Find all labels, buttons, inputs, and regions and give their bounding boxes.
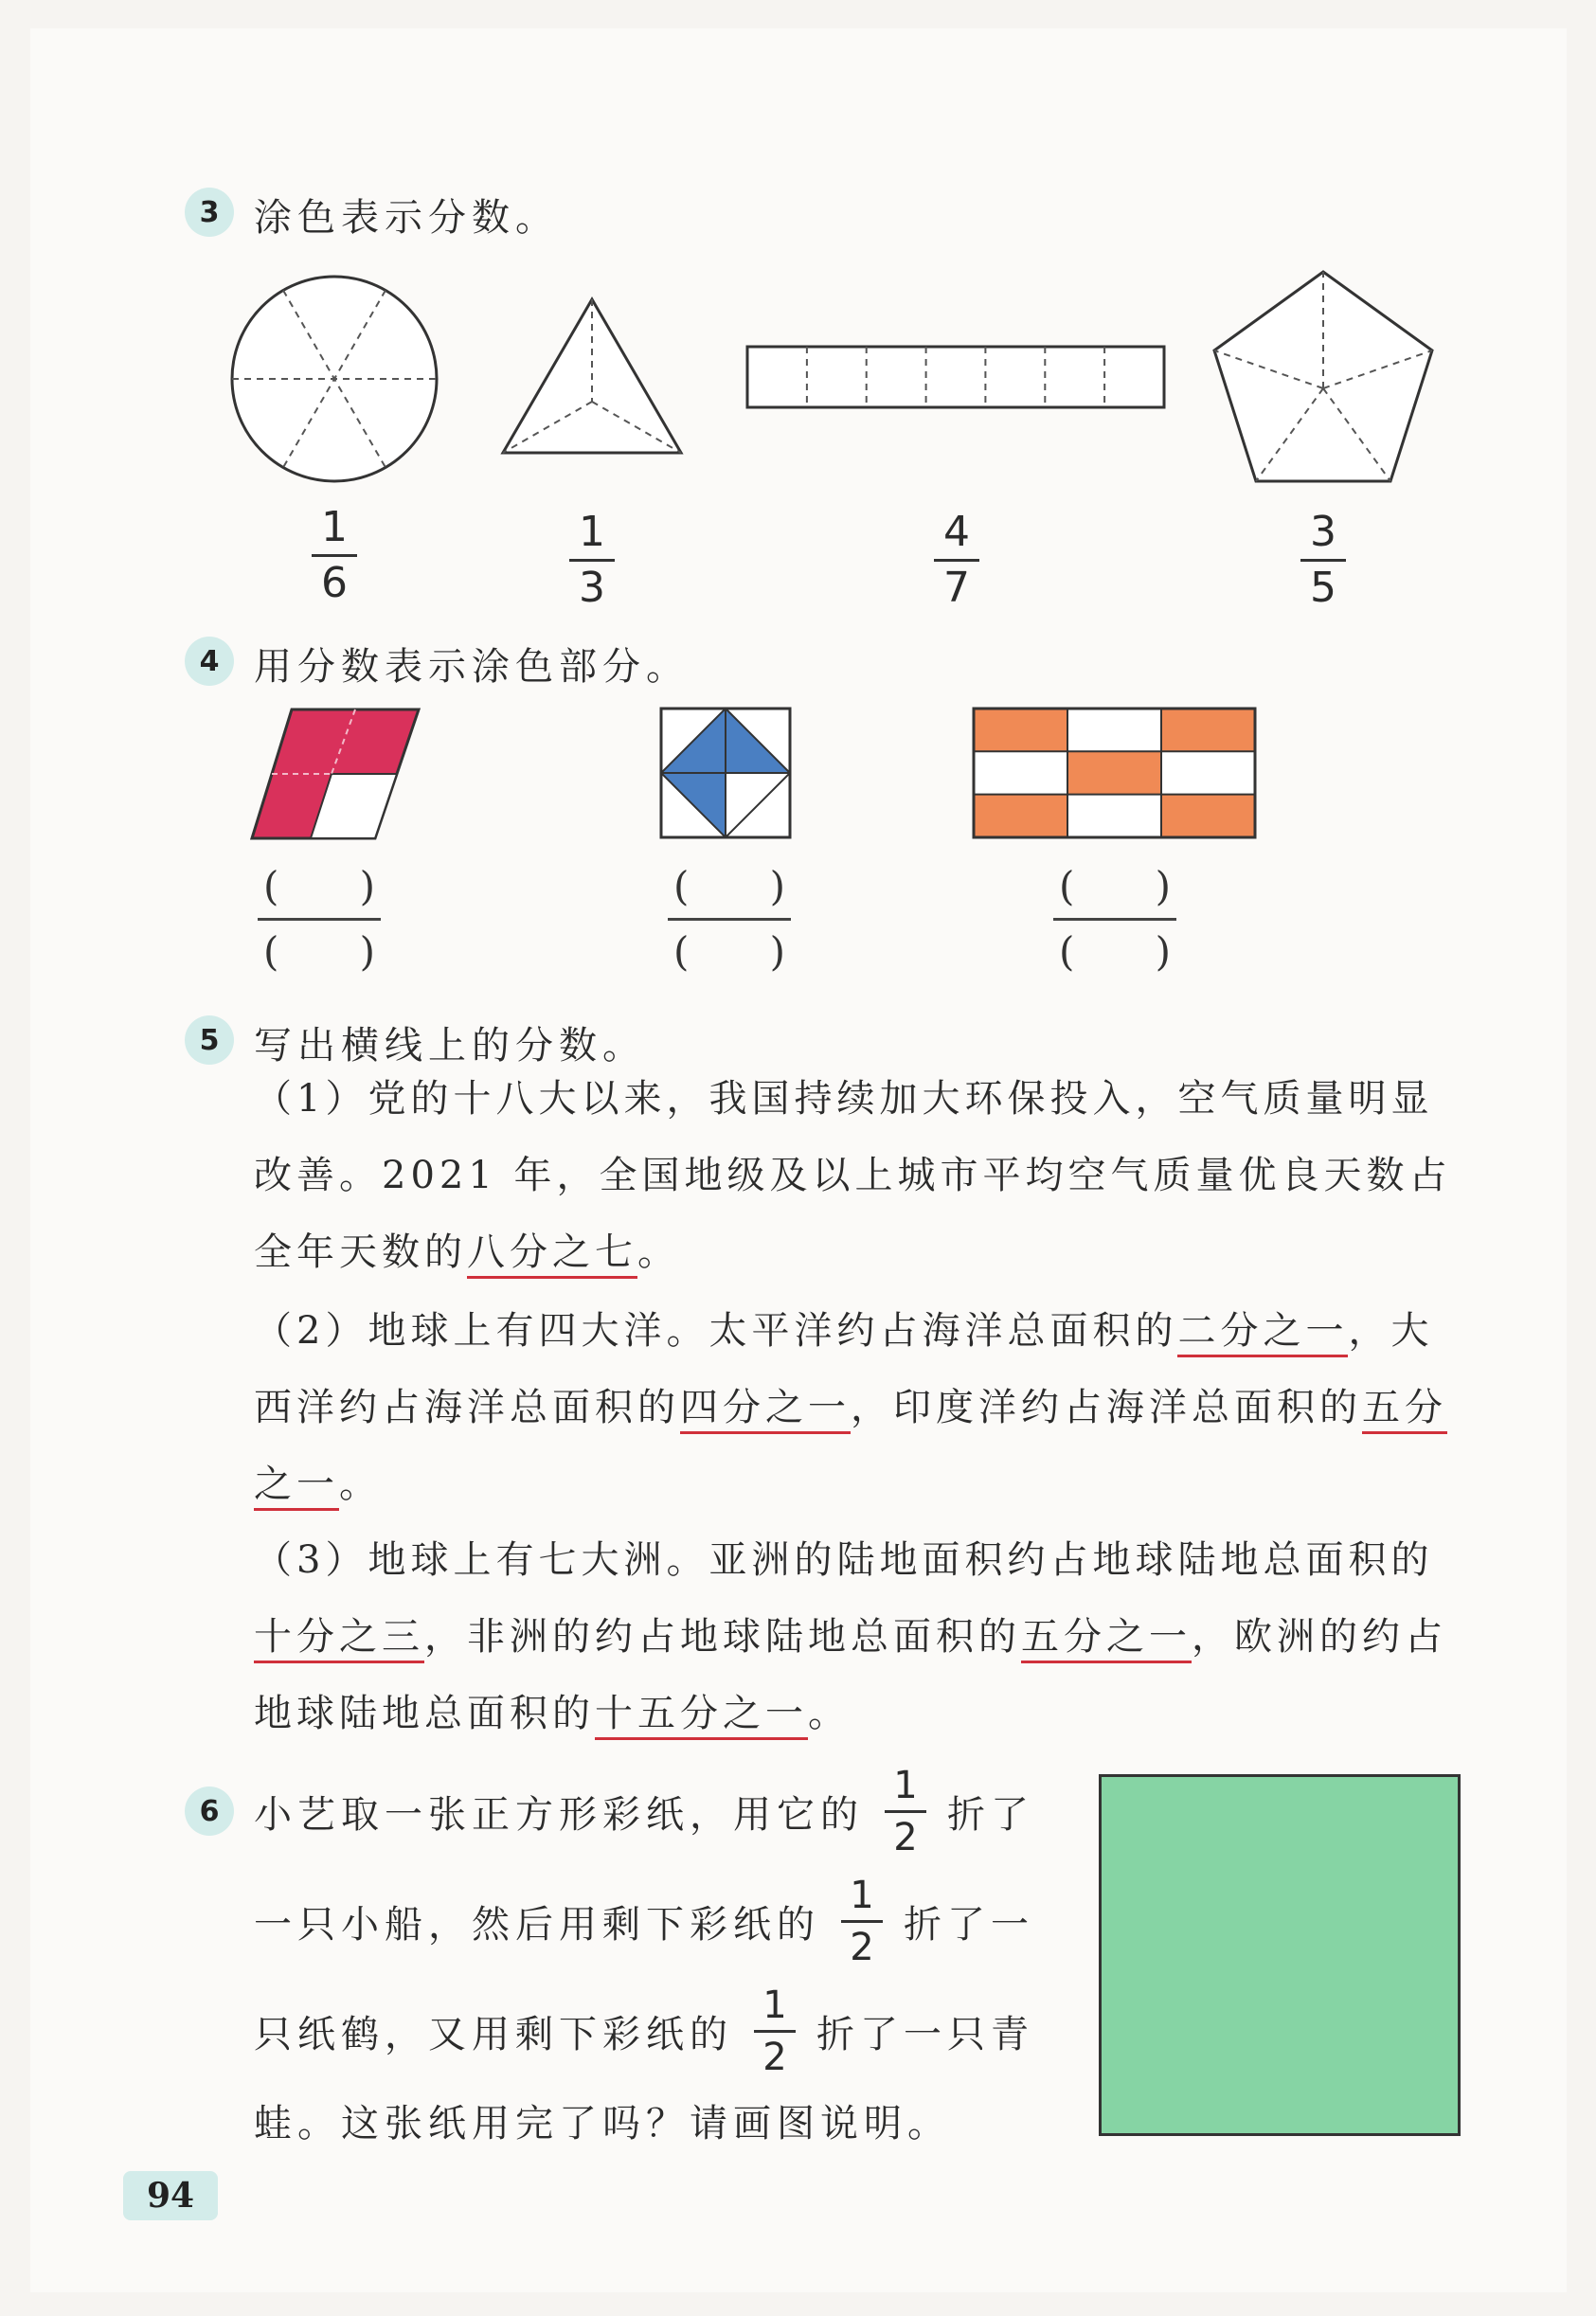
underlined-fraction: 十五分之一 (595, 1692, 808, 1740)
question-6-line-1: 小艺取一张正方形彩纸，用它的 1 2 折了 (254, 1763, 1034, 1859)
shaded-parallelogram-figure (248, 706, 428, 843)
green-paper-square[interactable] (1099, 1774, 1461, 2136)
question-3-number: 3 (185, 188, 234, 237)
underlined-fraction: 八分之七 (467, 1230, 637, 1279)
underlined-fraction: 五分之一 (254, 1386, 1447, 1511)
fraction-three-fifths: 3 5 (1295, 512, 1352, 609)
underlined-fraction: 二分之一 (1177, 1309, 1348, 1357)
fraction-one-half: 1 2 (885, 1767, 926, 1857)
fraction-one-third: 1 3 (564, 512, 620, 609)
question-6-line-3: 只纸鹤，又用剩下彩纸的 1 2 折了一只青 (254, 1983, 1034, 2079)
question-6-line-4: 蛙。这张纸用完了吗？请画图说明。 (254, 2101, 951, 2145)
answer-blank-2[interactable]: ( ) ( ) (668, 867, 791, 972)
shaded-grid-rectangle-figure (971, 706, 1260, 843)
question-5-number: 5 (185, 1015, 234, 1065)
fraction-one-half: 1 2 (841, 1876, 883, 1966)
underlined-fraction: 四分之一 (680, 1386, 851, 1434)
question-4-number: 4 (185, 637, 234, 686)
fraction-one-half: 1 2 (754, 1986, 796, 2076)
question-5-paragraph-1: （1）党的十八大以来，我国持续加大环保投入，空气质量明显改善。2021 年，全国地级及以上城市平均空气质量优良天数占全年天数的八分之七。 (254, 1061, 1457, 1291)
shaded-square-figure (658, 706, 796, 843)
fraction-one-sixth: 1 6 (306, 507, 363, 604)
fraction-four-sevenths: 4 7 (928, 512, 985, 609)
question-5-title: 写出横线上的分数。 (254, 1024, 646, 1068)
question-6-line-2: 一只小船，然后用剩下彩纸的 1 2 折了一 (254, 1873, 1034, 1969)
question-5-paragraph-2: （2）地球上有四大洋。太平洋约占海洋总面积的二分之一，大西洋约占海洋总面积的四分之一，印度洋约占海洋总面积的五分之一。 (254, 1293, 1457, 1523)
page-number: 94 (123, 2171, 218, 2220)
underlined-fraction: 五分之一 (1021, 1615, 1192, 1663)
answer-blank-1[interactable]: ( ) ( ) (258, 867, 381, 972)
question-5-paragraph-3: （3）地球上有七大洲。亚洲的陆地面积约占地球陆地总面积的十分之三，非洲的约占地球陆地总面积的五分之一，欧洲的约占地球陆地总面积的十五分之一。 (254, 1522, 1457, 1752)
question-4-title: 用分数表示涂色部分。 (254, 645, 690, 689)
circle-sixths-figure[interactable] (223, 275, 450, 493)
pentagon-fifths-figure[interactable] (1208, 267, 1440, 490)
question-6-number: 6 (185, 1786, 234, 1836)
triangle-thirds-figure[interactable] (497, 294, 687, 459)
underlined-fraction: 十分之三 (254, 1615, 424, 1663)
rectangle-sevenths-figure[interactable] (744, 343, 1170, 411)
question-3-title: 涂色表示分数。 (254, 196, 559, 240)
answer-blank-3[interactable]: ( ) ( ) (1053, 867, 1176, 972)
